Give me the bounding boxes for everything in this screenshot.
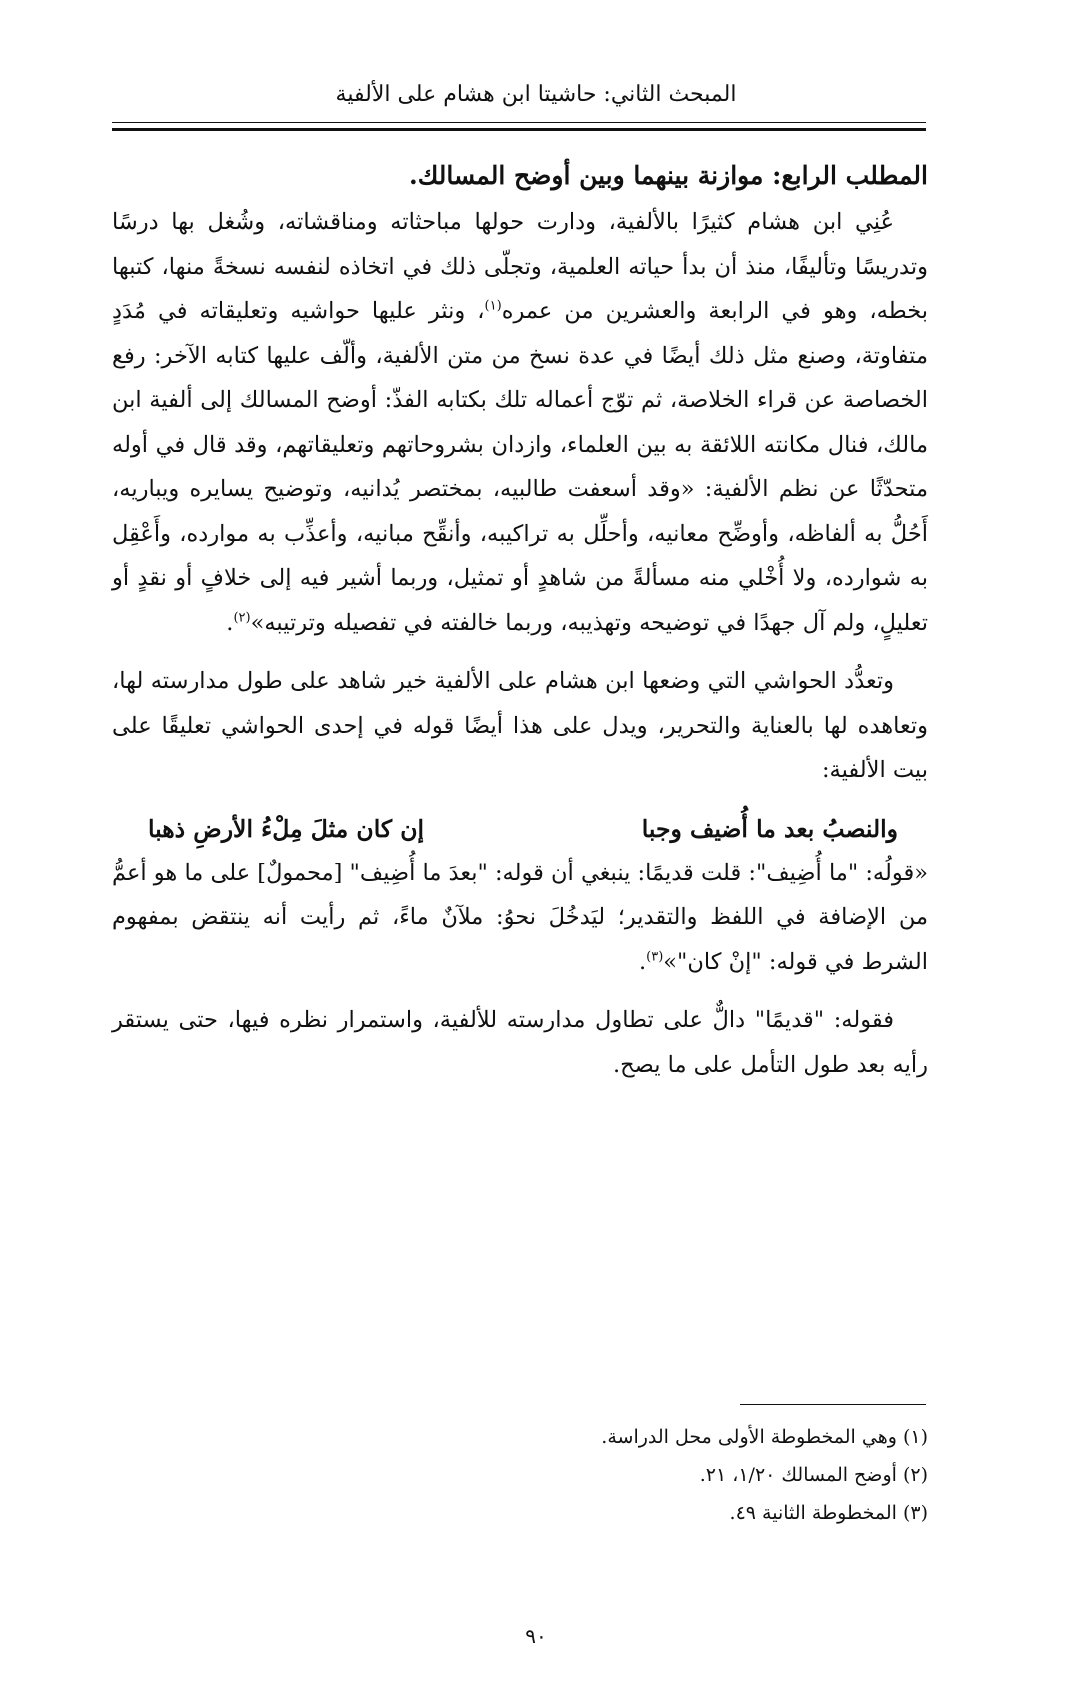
verse-second-hemistich: إن كان مثلَ مِلْءُ الأرضِ ذهبا [148, 814, 425, 843]
running-header: المبحث الثاني: حاشيتا ابن هشام على الألفية [335, 82, 737, 107]
paragraph-1 [112, 200, 928, 645]
footnote-1: (١) وهي المخطوطة الأولى محل الدراسة. [601, 1426, 928, 1448]
paragraph-4: فقوله: "قديمًا" دالٌّ على تطاول مدارسته للألفية، واستمرار نظره فيها، حتى يستقر رأيه بعد طول التأمل على ما يصح. [112, 1007, 928, 1078]
header-rule-thin [112, 122, 926, 123]
paragraph-3-quote [112, 851, 928, 985]
footnote-2: (٢) أوضح المسالك ١/٢٠، ٢١. [699, 1464, 928, 1486]
poetry-verse [112, 807, 898, 851]
header-rule-thick [112, 128, 926, 131]
section-title-text: : موازنة بينهما وبين أوضح المسالك. [408, 161, 782, 190]
paragraph-1-part-b: ، ونثر عليها حواشيه وتعليقاته في مُدَدٍ متفاوتة، وصنع مثل ذلك أيضًا في عدة نسخ من متن الألفية، وألّف عليها كتابه الآخر: رفع الخصاصة عن قراء الخلاصة، ثم توّج أعماله تلك بكتابه الفذّ: أوضح المسالك إلى ألفية ابن مالك، فنال مكانته اللائقة به بين العلماء، وازدان بشروحاتهم وتعليقاتهم، وقد قال في أوله متحدّثًا عن نظم الألفية: «وقد أسعفت طالبيه، بمختصر يُدانيه، وتوضيح يسايره ويباريه، أَحُلُّ به ألفاظه، وأوضِّح معانيه، وأحلِّل به تراكيبه، وأنقِّح مبانيه، وأعذِّب به موارده، وأَعْقِل به شوارده، ولا أُخْلي منه مسألةً من شاهدٍ أو تمثيل، وربما أشير فيه إلى خلافٍ أو نقدٍ أو تعليلٍ، ولم آل جهدًا في توضيحه وتهذيبه، وربما خالفته في تفصيله وترتيبه» [112, 298, 928, 636]
footnote-separator [740, 1404, 926, 1405]
paragraph-1-end: . [226, 609, 234, 636]
paragraph-1-part-a: عُنِي ابن هشام كثيرًا بالألفية، ودارت حولها مباحثاته ومناقشاته، وشُغل بها درسًا وتدريسًا وتأليفًا، منذ أن بدأ حياته العلمية، وتجلّى ذلك في اتخاذه لنفسه نسخةً منها، كتبها بخطه، وهو في الرابعة والعشرين من عمره [112, 209, 928, 324]
section-title-label: المطلب الرابع [781, 161, 928, 190]
paragraph-2: وتعدُّد الحواشي التي وضعها ابن هشام على الألفية خير شاهد على طول مدارسته لها، وتعاهده لها بالعناية والتحرير، ويدل على هذا أيضًا قوله في إحدى الحواشي تعليقًا على بيت الألفية: [112, 668, 928, 783]
main-text [112, 200, 928, 1101]
verse-first-hemistich: والنصبُ بعد ما أُضيف وجبا [641, 814, 898, 843]
footnote-ref-2: (٢) [233, 610, 251, 625]
footnote-3: (٣) المخطوطة الثانية ٤٩. [729, 1502, 928, 1524]
section-title [112, 156, 928, 196]
footnotes [112, 1418, 928, 1532]
quote-text: «قولُه: "ما أُضِيف": قلت قديمًا: ينبغي أن قوله: "بعدَ ما أُضِيف" [محمولٌ] على ما هو أعمُّ من الإضافة في اللفظ والتقدير؛ ليَدخُلَ نحوُ: ملآنٌ ماءً، ثم رأيت أنه ينتقض بمفهوم الشرط في قوله: "إنْ كان"» [112, 859, 928, 975]
footnote-ref-1: (١) [484, 298, 502, 314]
page-number: ٩٠ [525, 1624, 547, 1648]
quote-end: . [638, 948, 647, 975]
footnote-ref-3: (٣) [646, 949, 664, 964]
